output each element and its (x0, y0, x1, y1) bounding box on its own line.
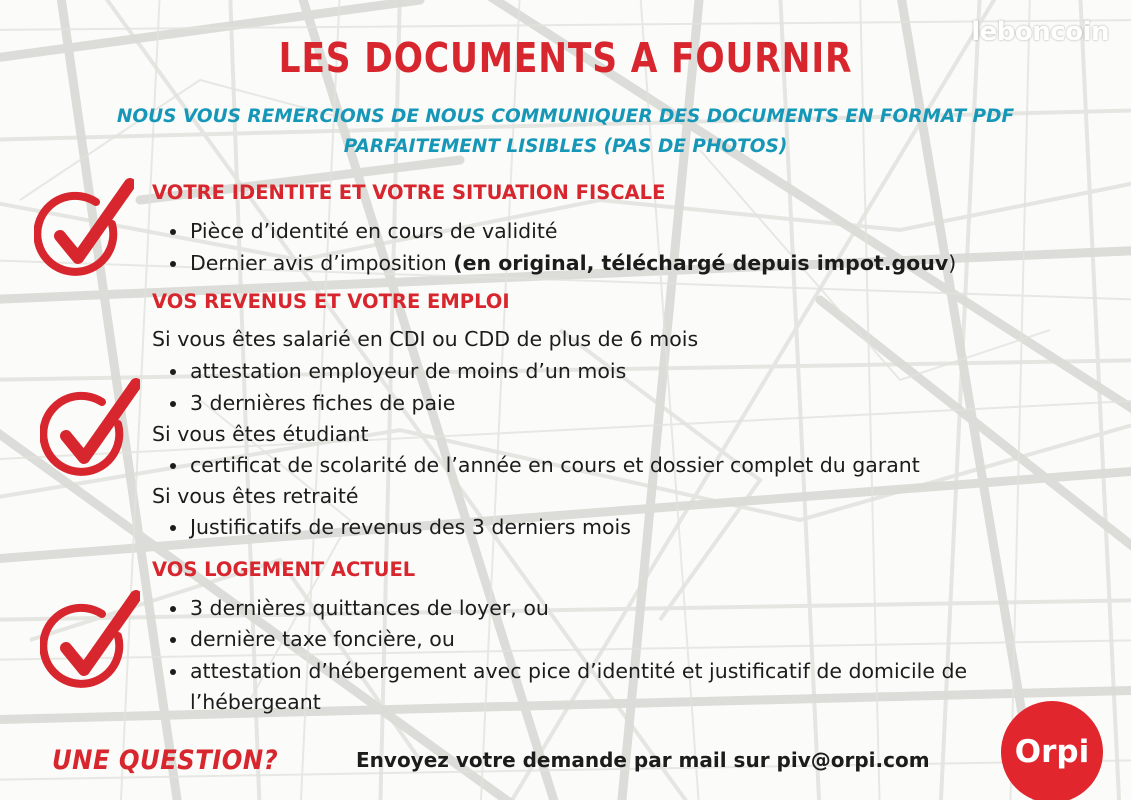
list-item-continuation: l’hébergeant (190, 690, 321, 714)
page-title: LES DOCUMENTS A FOURNIR (278, 34, 853, 82)
check-circle-icon (40, 378, 140, 484)
list-item: Justificatifs de revenus des 3 derniers mois (190, 515, 631, 539)
orpi-logo (1000, 700, 1104, 800)
list-item: Pièce d’identité en cours de validité (190, 219, 558, 243)
leboncoin-watermark: leboncoin (971, 17, 1109, 47)
list-item: certificat de scolarité de l’année en cours et dossier complet du garant (190, 453, 920, 477)
list-item: attestation d’hébergement avec pice d’identité et justificatif de domicile de (190, 659, 968, 683)
question-label: UNE QUESTION? (52, 745, 279, 776)
section-heading-housing: VOS LOGEMENT ACTUEL (152, 558, 416, 581)
check-circle-icon (40, 590, 140, 696)
orpi-logo-text: Orpi (1014, 734, 1090, 770)
list-item-emphasis: (en original, téléchargé depuis impot.gouv (453, 251, 949, 275)
section-heading-income: VOS REVENUS ET VOTRE EMPLOI (152, 290, 510, 313)
list-item: dernière taxe foncière, ou (190, 627, 455, 651)
case-label-salarie: Si vous êtes salarié en CDI ou CDD de plus de 6 mois (152, 327, 699, 351)
case-label-etudiant: Si vous êtes étudiant (152, 422, 369, 446)
list-item-text: ) (948, 251, 957, 275)
section-heading-identity: VOTRE IDENTITE ET VOTRE SITUATION FISCALE (152, 181, 666, 204)
case-label-retraite: Si vous êtes retraité (152, 484, 359, 508)
check-circle-icon (34, 178, 134, 284)
subtitle-line-1: NOUS VOUS REMERCIONS DE NOUS COMMUNIQUER DES DOCUMENTS EN FORMAT PDF (116, 106, 1015, 127)
list-item (190, 251, 956, 275)
list-item: 3 dernières quittances de loyer, ou (190, 596, 549, 620)
list-item-text: Dernier avis d’imposition (190, 251, 454, 275)
list-item: 3 dernières fiches de paie (190, 391, 456, 415)
list-item: attestation employeur de moins d’un mois (190, 359, 627, 383)
contact-text: Envoyez votre demande par mail sur piv@orpi.com (356, 748, 930, 772)
subtitle-line-2: PARFAITEMENT LISIBLES (PAS DE PHOTOS) (343, 136, 788, 157)
